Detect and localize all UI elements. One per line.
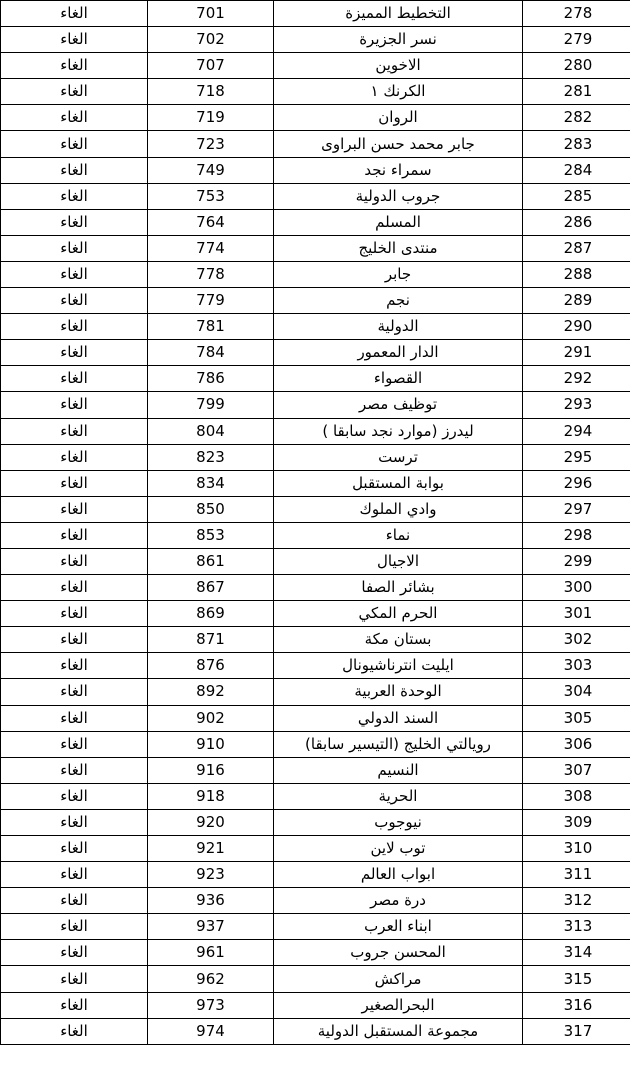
office-name-cell: ايليت انترناشيونال	[274, 653, 523, 679]
office-name-cell: بوابة المستقبل	[274, 470, 523, 496]
license-number-cell: 804	[148, 418, 274, 444]
license-number-cell: 779	[148, 288, 274, 314]
license-number-cell: 867	[148, 575, 274, 601]
table-row	[1, 105, 630, 131]
license-number-cell: 853	[148, 522, 274, 548]
table-row	[1, 470, 630, 496]
sequence-number-cell: 304	[523, 679, 630, 705]
sequence-number-cell: 279	[523, 27, 630, 53]
sequence-number-cell: 298	[523, 522, 630, 548]
office-name-cell: مراكش	[274, 966, 523, 992]
status-cell: الغاء	[1, 79, 148, 105]
office-name-cell: الاجيال	[274, 548, 523, 574]
office-name-cell: الدولية	[274, 314, 523, 340]
table-row	[1, 235, 630, 261]
license-number-cell: 753	[148, 183, 274, 209]
table-row	[1, 809, 630, 835]
license-number-cell: 974	[148, 1018, 274, 1044]
sequence-number-cell: 317	[523, 1018, 630, 1044]
status-cell: الغاء	[1, 340, 148, 366]
office-name-cell: الاخوين	[274, 53, 523, 79]
table-row	[1, 575, 630, 601]
office-name-cell: توظيف مصر	[274, 392, 523, 418]
office-name-cell: مجموعة المستقبل الدولية	[274, 1018, 523, 1044]
license-number-cell: 936	[148, 888, 274, 914]
status-cell: الغاء	[1, 522, 148, 548]
sequence-number-cell: 284	[523, 157, 630, 183]
sequence-number-cell: 301	[523, 601, 630, 627]
office-name-cell: سمراء نجد	[274, 157, 523, 183]
status-cell: الغاء	[1, 679, 148, 705]
sequence-number-cell: 292	[523, 366, 630, 392]
office-name-cell: ليدرز (موارد نجد سابقا )	[274, 418, 523, 444]
table-body	[1, 1, 630, 1045]
license-number-cell: 916	[148, 757, 274, 783]
office-name-cell: جابر محمد حسن البراوى	[274, 131, 523, 157]
status-cell: الغاء	[1, 261, 148, 287]
office-name-cell: الحرم المكي	[274, 601, 523, 627]
license-number-cell: 786	[148, 366, 274, 392]
status-cell: الغاء	[1, 548, 148, 574]
status-cell: الغاء	[1, 1, 148, 27]
license-number-cell: 892	[148, 679, 274, 705]
sequence-number-cell: 290	[523, 314, 630, 340]
office-name-cell: البحرالصغير	[274, 992, 523, 1018]
license-number-cell: 723	[148, 131, 274, 157]
status-cell: الغاء	[1, 627, 148, 653]
table-row	[1, 79, 630, 105]
table-row	[1, 992, 630, 1018]
table-row	[1, 53, 630, 79]
sequence-number-cell: 297	[523, 496, 630, 522]
license-number-cell: 937	[148, 914, 274, 940]
office-name-cell: الكرنك ١	[274, 79, 523, 105]
office-name-cell: التخطيط المميزة	[274, 1, 523, 27]
table-row	[1, 757, 630, 783]
status-cell: الغاء	[1, 940, 148, 966]
sequence-number-cell: 285	[523, 183, 630, 209]
table-row	[1, 679, 630, 705]
license-number-cell: 918	[148, 783, 274, 809]
status-cell: الغاء	[1, 105, 148, 131]
license-number-cell: 719	[148, 105, 274, 131]
office-name-cell: المسلم	[274, 209, 523, 235]
sequence-number-cell: 280	[523, 53, 630, 79]
office-name-cell: الروان	[274, 105, 523, 131]
office-name-cell: بستان مكة	[274, 627, 523, 653]
table-row	[1, 1, 630, 27]
office-name-cell: النسيم	[274, 757, 523, 783]
license-number-cell: 861	[148, 548, 274, 574]
office-name-cell: نماء	[274, 522, 523, 548]
license-number-cell: 781	[148, 314, 274, 340]
table-row	[1, 940, 630, 966]
office-name-cell: الحرية	[274, 783, 523, 809]
table-row	[1, 783, 630, 809]
sequence-number-cell: 314	[523, 940, 630, 966]
license-number-cell: 702	[148, 27, 274, 53]
status-cell: الغاء	[1, 496, 148, 522]
license-number-cell: 921	[148, 836, 274, 862]
office-name-cell: السند الدولي	[274, 705, 523, 731]
license-number-cell: 749	[148, 157, 274, 183]
sequence-number-cell: 281	[523, 79, 630, 105]
license-number-cell: 774	[148, 235, 274, 261]
status-cell: الغاء	[1, 731, 148, 757]
license-number-cell: 871	[148, 627, 274, 653]
table-row	[1, 522, 630, 548]
office-name-cell: وادي الملوك	[274, 496, 523, 522]
status-cell: الغاء	[1, 366, 148, 392]
license-number-cell: 876	[148, 653, 274, 679]
table-row	[1, 862, 630, 888]
status-cell: الغاء	[1, 288, 148, 314]
office-name-cell: ترست	[274, 444, 523, 470]
status-cell: الغاء	[1, 418, 148, 444]
status-cell: الغاء	[1, 653, 148, 679]
status-cell: الغاء	[1, 888, 148, 914]
status-cell: الغاء	[1, 601, 148, 627]
table-row	[1, 496, 630, 522]
license-number-cell: 973	[148, 992, 274, 1018]
office-name-cell: نجم	[274, 288, 523, 314]
office-name-cell: ابواب العالم	[274, 862, 523, 888]
office-name-cell: منتدى الخليج	[274, 235, 523, 261]
office-name-cell: نسر الجزيرة	[274, 27, 523, 53]
license-number-cell: 784	[148, 340, 274, 366]
table-row	[1, 392, 630, 418]
sequence-number-cell: 282	[523, 105, 630, 131]
sequence-number-cell: 308	[523, 783, 630, 809]
sequence-number-cell: 316	[523, 992, 630, 1018]
license-number-cell: 902	[148, 705, 274, 731]
table-row	[1, 314, 630, 340]
status-cell: الغاء	[1, 705, 148, 731]
table-row	[1, 131, 630, 157]
office-name-cell: جروب الدولية	[274, 183, 523, 209]
status-cell: الغاء	[1, 809, 148, 835]
status-cell: الغاء	[1, 157, 148, 183]
sequence-number-cell: 315	[523, 966, 630, 992]
license-number-cell: 701	[148, 1, 274, 27]
license-number-cell: 799	[148, 392, 274, 418]
status-cell: الغاء	[1, 1018, 148, 1044]
license-number-cell: 923	[148, 862, 274, 888]
status-cell: الغاء	[1, 914, 148, 940]
table-row	[1, 601, 630, 627]
license-number-cell: 961	[148, 940, 274, 966]
sequence-number-cell: 312	[523, 888, 630, 914]
license-number-cell: 850	[148, 496, 274, 522]
sequence-number-cell: 307	[523, 757, 630, 783]
sequence-number-cell: 289	[523, 288, 630, 314]
status-cell: الغاء	[1, 209, 148, 235]
table-row	[1, 288, 630, 314]
status-cell: الغاء	[1, 783, 148, 809]
office-name-cell: الوحدة العربية	[274, 679, 523, 705]
license-number-cell: 823	[148, 444, 274, 470]
office-name-cell: توب لاين	[274, 836, 523, 862]
office-name-cell: الدار المعمور	[274, 340, 523, 366]
sequence-number-cell: 287	[523, 235, 630, 261]
table-row	[1, 418, 630, 444]
license-number-cell: 764	[148, 209, 274, 235]
sequence-number-cell: 296	[523, 470, 630, 496]
status-cell: الغاء	[1, 392, 148, 418]
table-row	[1, 627, 630, 653]
status-cell: الغاء	[1, 314, 148, 340]
office-name-cell: درة مصر	[274, 888, 523, 914]
sequence-number-cell: 295	[523, 444, 630, 470]
table-row	[1, 705, 630, 731]
table-row	[1, 340, 630, 366]
sequence-number-cell: 313	[523, 914, 630, 940]
status-cell: الغاء	[1, 53, 148, 79]
sequence-number-cell: 309	[523, 809, 630, 835]
office-name-cell: المحسن جروب	[274, 940, 523, 966]
status-cell: الغاء	[1, 444, 148, 470]
sequence-number-cell: 311	[523, 862, 630, 888]
table-row	[1, 27, 630, 53]
sequence-number-cell: 288	[523, 261, 630, 287]
office-name-cell: بشائر الصفا	[274, 575, 523, 601]
office-name-cell: رويالتي الخليج (التيسير سابقا)	[274, 731, 523, 757]
status-cell: الغاء	[1, 862, 148, 888]
status-cell: الغاء	[1, 836, 148, 862]
table-row	[1, 966, 630, 992]
table-row	[1, 653, 630, 679]
status-cell: الغاء	[1, 575, 148, 601]
sequence-number-cell: 291	[523, 340, 630, 366]
license-number-cell: 707	[148, 53, 274, 79]
office-name-cell: نيوجوب	[274, 809, 523, 835]
status-cell: الغاء	[1, 27, 148, 53]
sequence-number-cell: 278	[523, 1, 630, 27]
sequence-number-cell: 286	[523, 209, 630, 235]
table-row	[1, 366, 630, 392]
license-number-cell: 910	[148, 731, 274, 757]
table-row	[1, 836, 630, 862]
sequence-number-cell: 302	[523, 627, 630, 653]
table-row	[1, 731, 630, 757]
table-row	[1, 914, 630, 940]
sequence-number-cell: 306	[523, 731, 630, 757]
status-cell: الغاء	[1, 183, 148, 209]
table-row	[1, 444, 630, 470]
sequence-number-cell: 310	[523, 836, 630, 862]
status-cell: الغاء	[1, 992, 148, 1018]
office-name-cell: جابر	[274, 261, 523, 287]
status-cell: الغاء	[1, 966, 148, 992]
status-cell: الغاء	[1, 131, 148, 157]
license-number-cell: 962	[148, 966, 274, 992]
table-row	[1, 1018, 630, 1044]
table-row	[1, 209, 630, 235]
license-number-cell: 718	[148, 79, 274, 105]
sequence-number-cell: 293	[523, 392, 630, 418]
status-cell: الغاء	[1, 470, 148, 496]
license-number-cell: 869	[148, 601, 274, 627]
license-number-cell: 834	[148, 470, 274, 496]
sequence-number-cell: 299	[523, 548, 630, 574]
sequence-number-cell: 300	[523, 575, 630, 601]
license-number-cell: 920	[148, 809, 274, 835]
table-row	[1, 157, 630, 183]
status-cell: الغاء	[1, 757, 148, 783]
table-row	[1, 183, 630, 209]
office-name-cell: القصواء	[274, 366, 523, 392]
table-row	[1, 261, 630, 287]
sequence-number-cell: 294	[523, 418, 630, 444]
sequence-number-cell: 283	[523, 131, 630, 157]
table-row	[1, 888, 630, 914]
table-row	[1, 548, 630, 574]
license-number-cell: 778	[148, 261, 274, 287]
sequence-number-cell: 303	[523, 653, 630, 679]
office-name-cell: ابناء العرب	[274, 914, 523, 940]
status-cell: الغاء	[1, 235, 148, 261]
sequence-number-cell: 305	[523, 705, 630, 731]
